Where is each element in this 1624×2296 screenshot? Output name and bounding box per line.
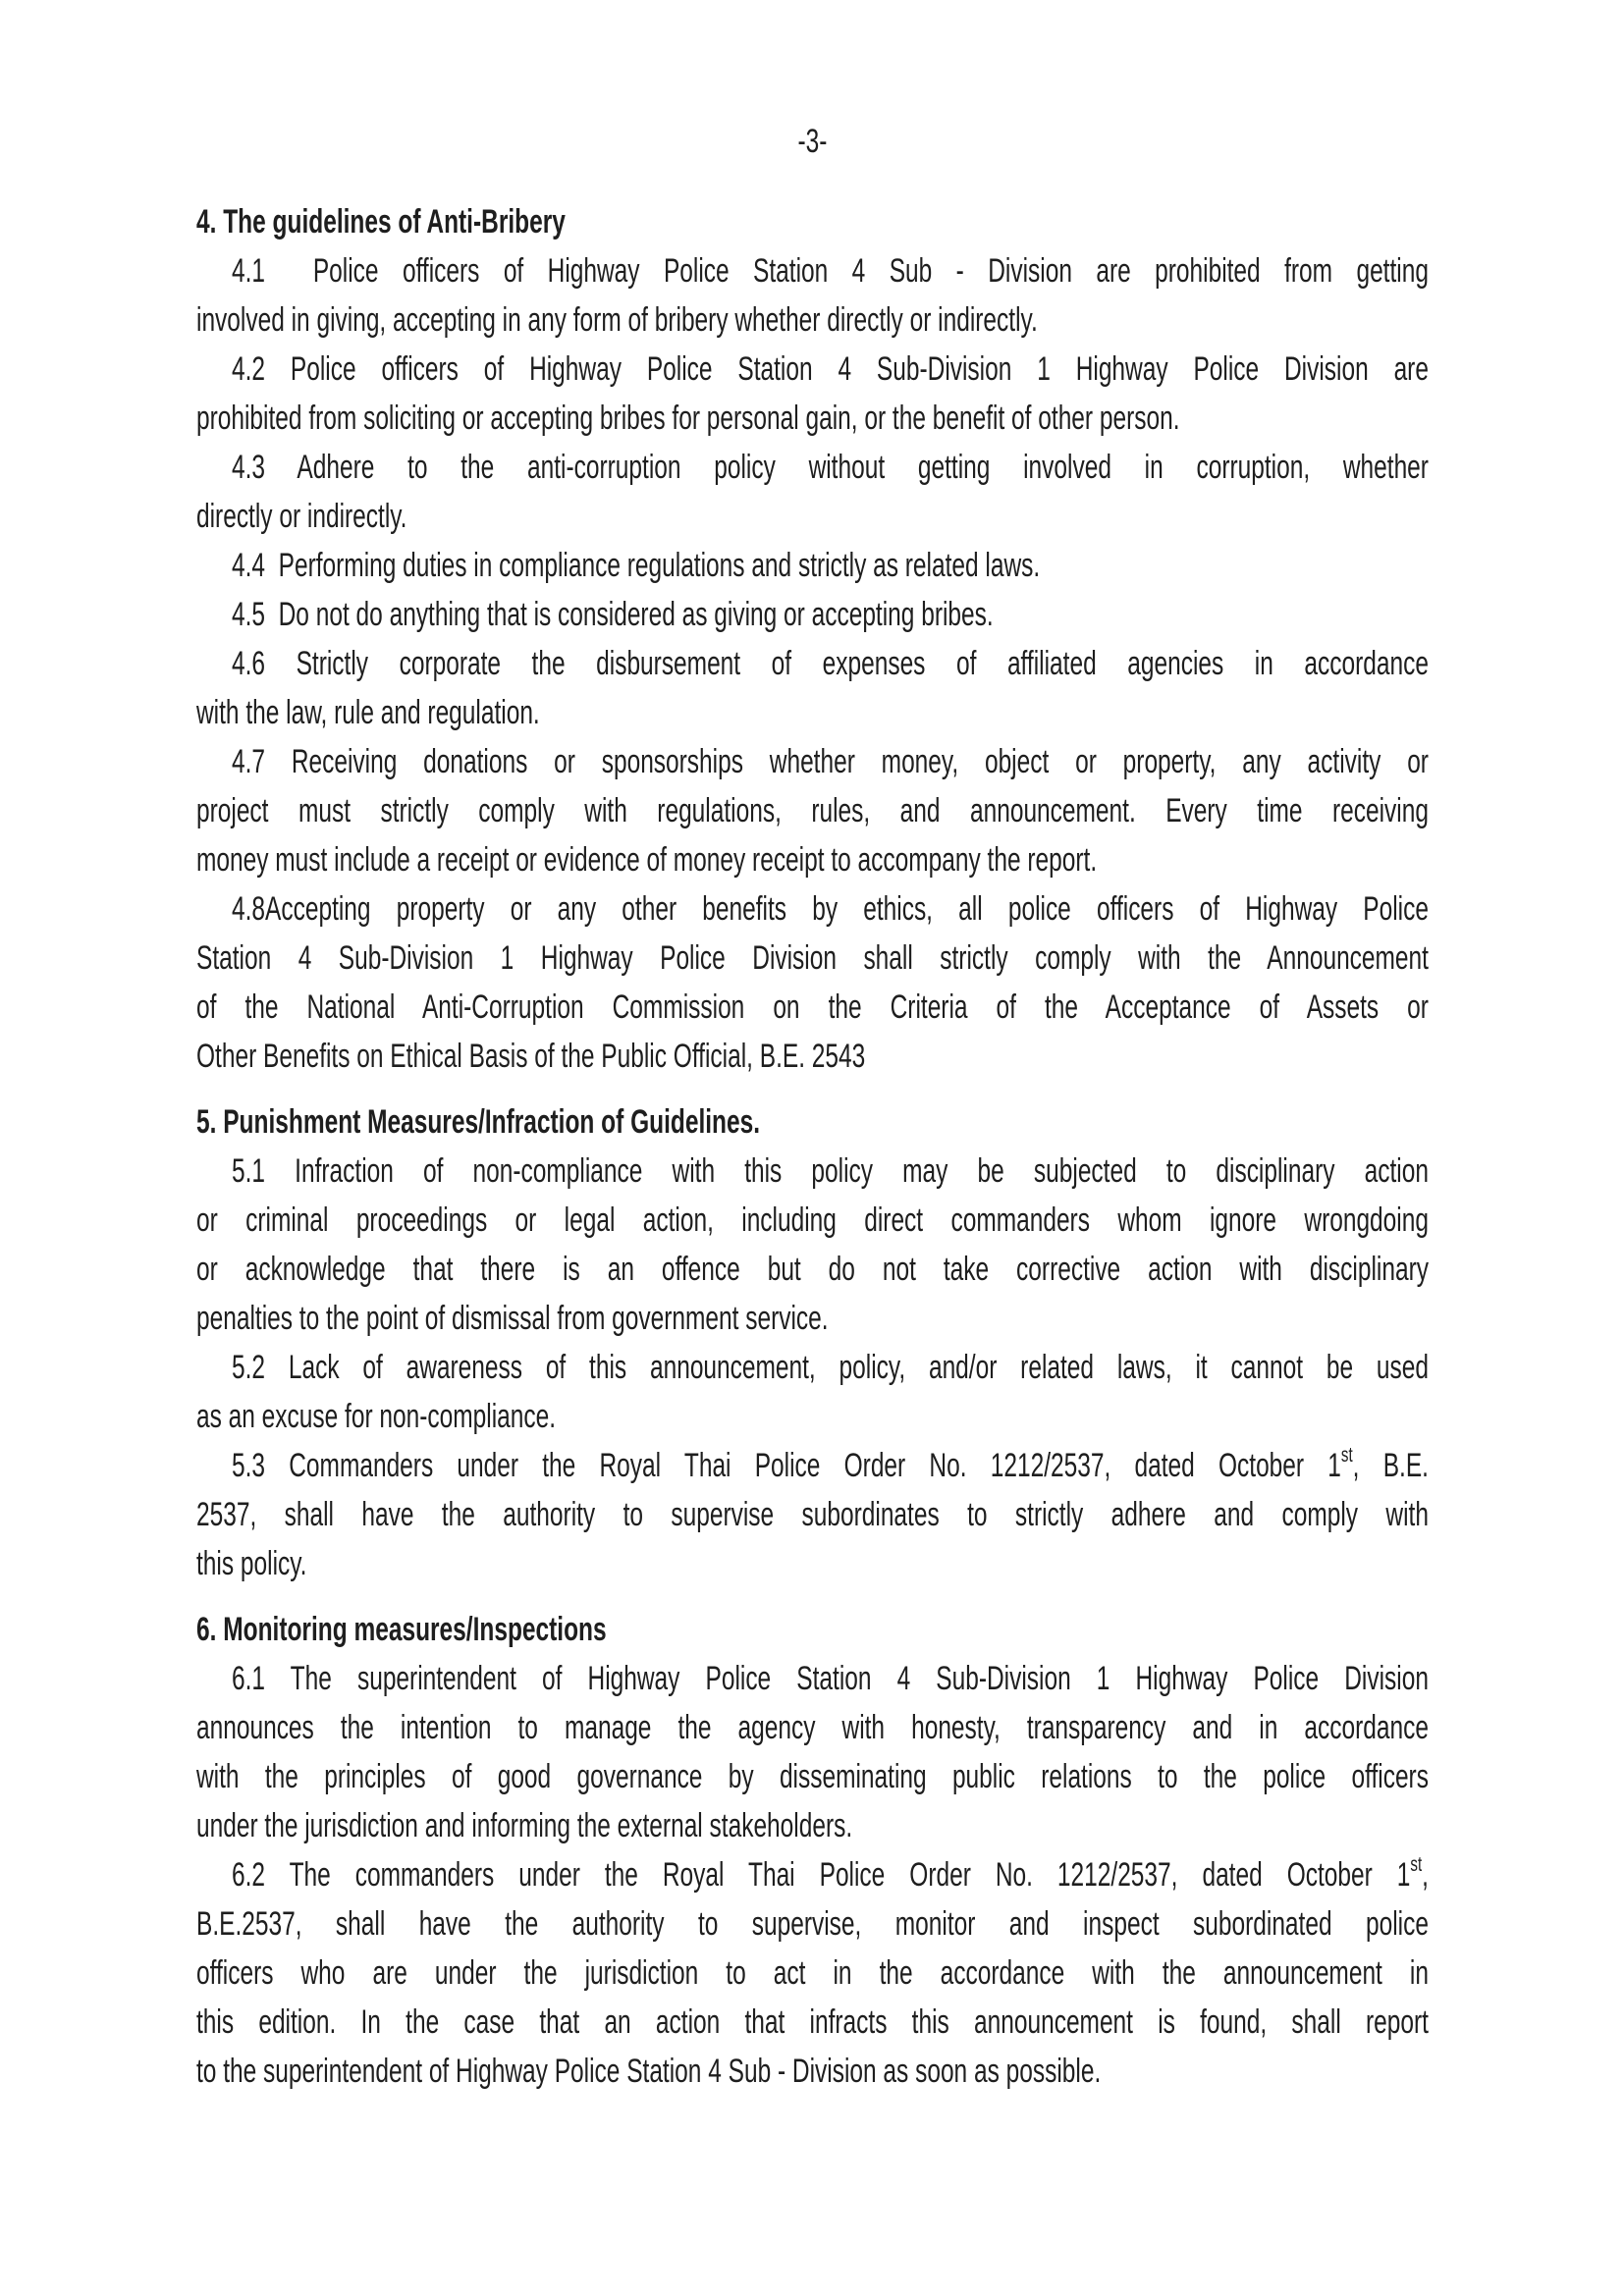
paragraph [196, 737, 1429, 884]
text-line: 4.3 Adhere to the anti-corruption policy without getting involved in corruption, whether [232, 449, 1429, 486]
text-line: prohibited from soliciting or accepting bribes for personal gain, or the benefit of other person. [196, 400, 1180, 437]
text-line: this policy. [196, 1545, 307, 1582]
section-heading: 6. Monitoring measures/Inspections [196, 1611, 607, 1648]
section [196, 1097, 1429, 1588]
paragraph [196, 1654, 1429, 1850]
text-line: involved in giving, accepting in any form of bribery whether directly or indirectly. [196, 301, 1038, 339]
text-line: 6.1 The superintendent of Highway Police Station 4 Sub-Division 1 Highway Police Division [232, 1660, 1429, 1697]
text-line: 4.4 Performing duties in compliance regulations and strictly as related laws. [232, 547, 1041, 584]
paragraph [196, 1441, 1429, 1588]
text-line: of the National Anti-Corruption Commission on the Criteria of the Acceptance of Assets or [196, 988, 1429, 1026]
page-number: -3- [797, 123, 828, 160]
paragraph [196, 541, 1429, 590]
text-line: 4.1 Police officers of Highway Police Station 4 Sub - Division are prohibited from getting [232, 252, 1429, 290]
text-line: project must strictly comply with regulations, rules, and announcement. Every time receiving [196, 792, 1429, 829]
paragraph [196, 1343, 1429, 1441]
paragraph [196, 443, 1429, 541]
paragraph [196, 246, 1429, 345]
text-line: officers who are under the jurisdiction to act in the accordance with the announcement in [196, 1954, 1429, 1992]
paragraph [196, 884, 1429, 1081]
text-line: with the law, rule and regulation. [196, 694, 540, 731]
superscript-ordinal: st [1340, 1444, 1353, 1467]
text-line: Other Benefits on Ethical Basis of the Public Official, B.E. 2543 [196, 1038, 866, 1075]
paragraph [196, 639, 1429, 737]
text-line: Station 4 Sub-Division 1 Highway Police Division shall strictly comply with the Announcement [196, 939, 1429, 977]
text-line: money must include a receipt or evidence of money receipt to accompany the report. [196, 841, 1098, 879]
text-line: to the superintendent of Highway Police Station 4 Sub - Division as soon as possible. [196, 2053, 1102, 2090]
paragraph [196, 590, 1429, 639]
text-line: 5.3 Commanders under the Royal Thai Police Order No. 1212/2537, dated October 1st, B.E. [232, 1444, 1429, 1484]
section-heading: 5. Punishment Measures/Infraction of Guidelines. [196, 1103, 761, 1141]
paragraph [196, 345, 1429, 443]
text-line: 4.6 Strictly corporate the disbursement of expenses of affiliated agencies in accordance [232, 645, 1429, 682]
text-line: with the principles of good governance by disseminating public relations to the police officers [196, 1758, 1429, 1795]
page-content [196, 117, 1429, 2096]
section-heading: 4. The guidelines of Anti-Bribery [196, 203, 566, 240]
section [196, 197, 1429, 1081]
text-line: announces the intention to manage the agency with honesty, transparency and in accordance [196, 1709, 1429, 1746]
text-line: this edition. In the case that an action that infracts this announcement is found, shall report [196, 2003, 1429, 2041]
superscript-ordinal: st [1410, 1853, 1423, 1876]
text-line: or criminal proceedings or legal action, including direct commanders whom ignore wrongdoing [196, 1201, 1429, 1239]
paragraph [196, 1850, 1429, 2096]
paragraph [196, 1147, 1429, 1343]
text-line: 4.7 Receiving donations or sponsorships whether money, object or property, any activity or [232, 743, 1429, 780]
text-line: 5.1 Infraction of non-compliance with this policy may be subjected to disciplinary action [232, 1152, 1429, 1190]
document-body [196, 197, 1429, 2096]
text-line: penalties to the point of dismissal from government service. [196, 1300, 829, 1337]
text-line: directly or indirectly. [196, 498, 407, 535]
section [196, 1605, 1429, 2096]
text-line: 4.5 Do not do anything that is considered as giving or accepting bribes. [232, 596, 994, 633]
text-line: 6.2 The commanders under the Royal Thai Police Order No. 1212/2537, dated October 1st, [232, 1853, 1429, 1894]
text-line: or acknowledge that there is an offence but do not take corrective action with disciplinary [196, 1251, 1429, 1288]
text-line: 4.8Accepting property or any other benefits by ethics, all police officers of Highway Police [232, 890, 1429, 928]
text-line: 2537, shall have the authority to supervise subordinates to strictly adhere and comply with [196, 1496, 1429, 1533]
text-line: 4.2 Police officers of Highway Police Station 4 Sub-Division 1 Highway Police Division are [232, 350, 1429, 388]
text-line: under the jurisdiction and informing the external stakeholders. [196, 1807, 853, 1844]
text-line: 5.2 Lack of awareness of this announcement, policy, and/or related laws, it cannot be used [232, 1349, 1429, 1386]
text-line: B.E.2537, shall have the authority to supervise, monitor and inspect subordinated police [196, 1905, 1429, 1943]
text-line: as an excuse for non-compliance. [196, 1398, 557, 1435]
